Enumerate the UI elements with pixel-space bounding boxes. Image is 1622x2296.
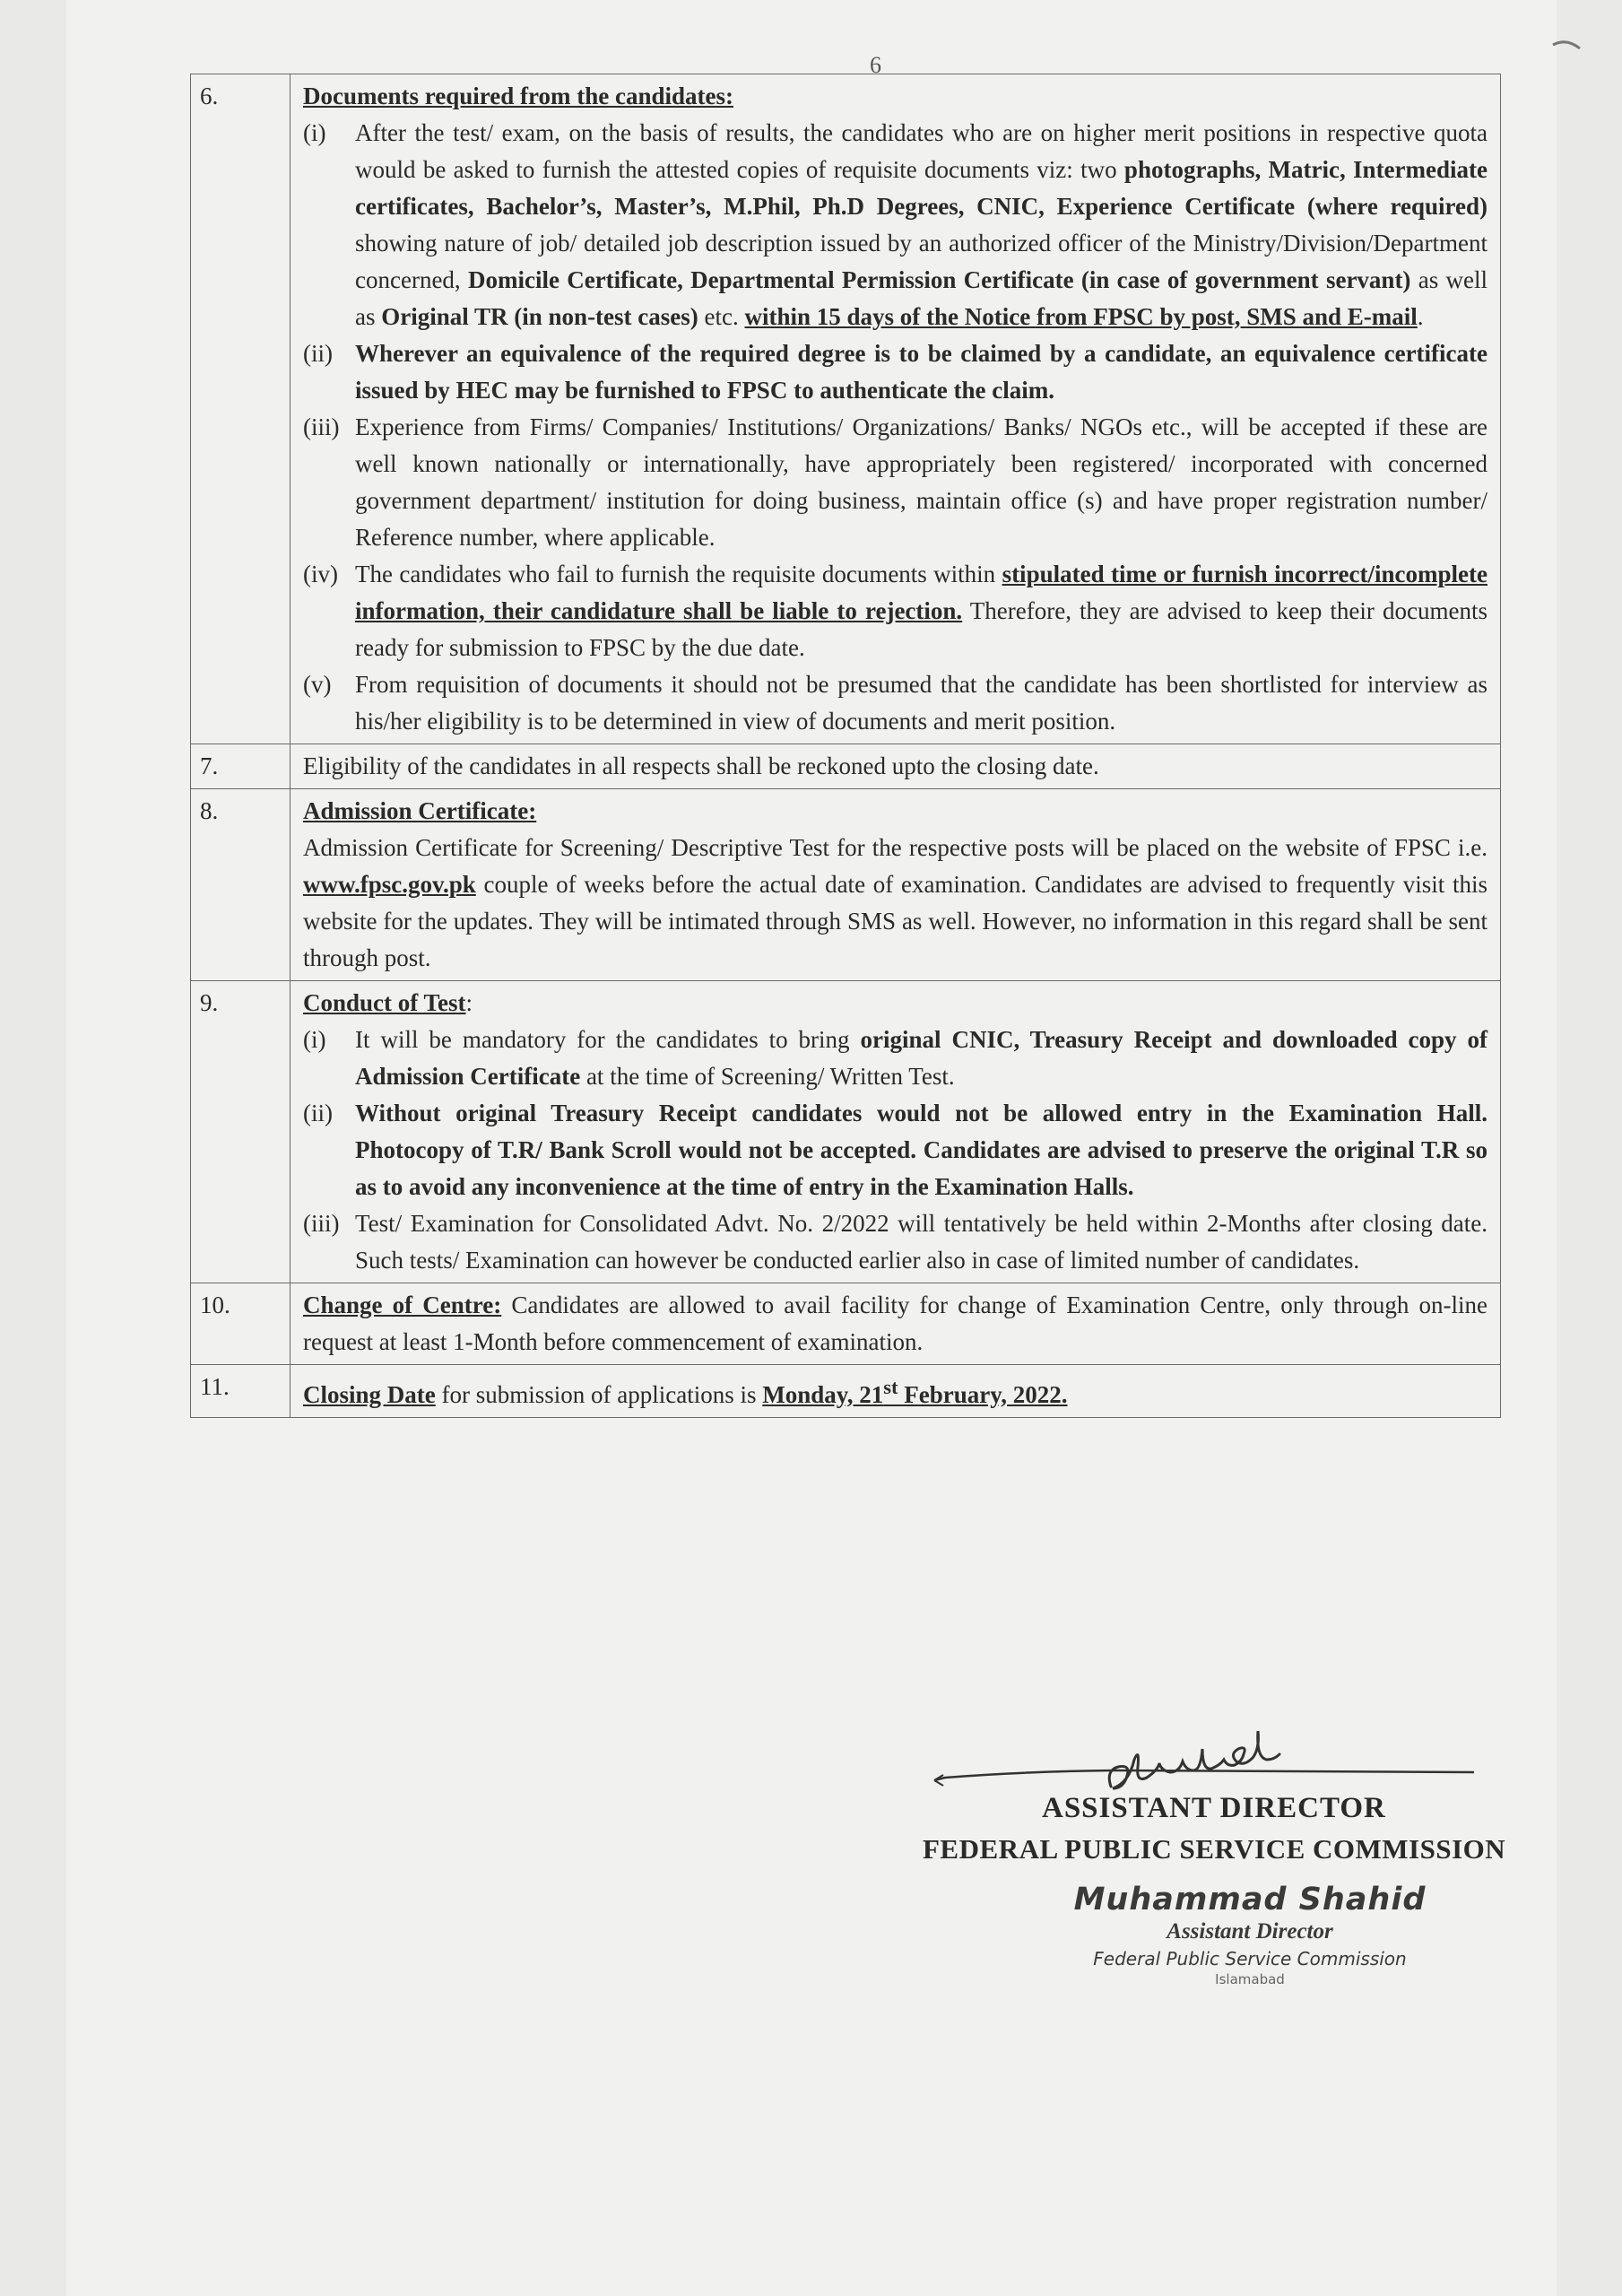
- list-item: (ii) Without original Treasury Receipt candidates would not be allowed entry in the Examination Hall. Photocopy of T.R/ Bank Scroll would not be accepted. Candidates are advised to preserve the original T.R so as to avoid any inconvenience at the time of entry in the Examination Halls.: [303, 1100, 1488, 1200]
- signatory-title: ASSISTANT DIRECTOR: [1042, 1792, 1386, 1824]
- stamp-name: Muhammad Shahid: [1073, 1882, 1427, 1918]
- official-stamp: [1062, 1882, 1438, 1987]
- conduct-of-test-section: Conduct of Test: (i) It will be mandatory for the candidates to bring original CNIC, Treasury Receipt and downloaded copy of Admission Certificate at the time of Screening/ Written Test. (ii) Without original Treasury Receipt candidates would not be allowed entry in the Examination Hall. Photocopy of T.R/ Bank Scroll would not be accepted. Candidates are advised to preserve the original T.R so as to avoid any inconvenience at the time of entry in the Examination Halls. (iii) Test/ Examination for Consolidated Advt. No. 2/2022 will tentatively be held within 2-Months after closing date. Such tests/ Examination can however be conducted earlier also in case of limited number of candidates.: [291, 981, 1501, 1283]
- row-number: 7.: [191, 744, 291, 789]
- list-item: (iv) The candidates who fail to furnish the requisite documents within stipulated time or furnish incorrect/incomplete information, their candidature shall be liable to rejection. Therefore, they are advised to keep their documents ready for submission to FPSC by the due date.: [303, 561, 1488, 661]
- fpsc-website-link[interactable]: www.fpsc.gov.pk: [303, 871, 476, 898]
- change-of-centre-section: Change of Centre: Candidates are allowed to avail facility for change of Examination Centre, only through on-line request at least 1-Month before commencement of examination.: [291, 1283, 1501, 1365]
- row-number: 9.: [191, 981, 291, 1283]
- list-item: (i) It will be mandatory for the candidates to bring original CNIC, Treasury Receipt and downloaded copy of Admission Certificate at the time of Screening/ Written Test.: [303, 1026, 1488, 1090]
- row-number: 6.: [191, 74, 291, 744]
- list-item: (iii) Test/ Examination for Consolidated Advt. No. 2/2022 will tentatively be held within 2-Months after closing date. Such tests/ Examination can however be conducted earlier also in case of limited number of candidates.: [303, 1210, 1488, 1274]
- table-row: [191, 789, 1501, 981]
- list-item: (iii) Experience from Firms/ Companies/ Institutions/ Organizations/ Banks/ NGOs etc., will be accepted if these are well known nationally or internationally, have appropriately been registered/ incorporated with concerned government department/ institution for doing business, maintain office (s) and have proper registration number/ Reference number, where applicable.: [303, 413, 1488, 551]
- section-heading: Admission Certificate:: [303, 797, 537, 824]
- documents-required-section: [291, 74, 1501, 744]
- table-row: [191, 744, 1501, 789]
- table-row: [191, 74, 1501, 744]
- section-heading: Conduct of Test: [303, 989, 466, 1016]
- list-item: (i) After the test/ exam, on the basis of results, the candidates who are on higher merit positions in respective quota would be asked to furnish the attested copies of requisite documents viz: two photographs, Matric, Intermediate certificates, Bachelor’s, Master’s, M.Phil, Ph.D Degrees, CNIC, Experience Certificate (where required) showing nature of job/ detailed job description issued by an authorized officer of the Ministry/Division/Department concerned, Domicile Certificate, Departmental Permission Certificate (in case of government servant) as well as Original TR (in non-test cases) etc. within 15 days of the Notice from FPSC by post, SMS and E-mail.: [303, 119, 1488, 330]
- organization-name: FEDERAL PUBLIC SERVICE COMMISSION: [923, 1833, 1506, 1865]
- eligibility-section: Eligibility of the candidates in all respects shall be reckoned upto the closing date.: [291, 744, 1501, 789]
- row-number: 11.: [191, 1365, 291, 1418]
- stamp-city: Islamabad: [1215, 1971, 1285, 1987]
- table-row: [191, 1283, 1501, 1365]
- section-heading: Documents required from the candidates:: [303, 83, 733, 109]
- instructions-table: [190, 74, 1501, 1418]
- page-number: 6: [870, 52, 881, 78]
- page-corner-mark: [1546, 27, 1600, 63]
- closing-date: Monday, 21st February, 2022.: [762, 1376, 1068, 1408]
- list-item: (ii) Wherever an equivalence of the required degree is to be claimed by a candidate, an equivalence certificate issued by HEC may be furnished to FPSC to authenticate the claim.: [303, 340, 1488, 404]
- admission-certificate-section: Admission Certificate: Admission Certificate for Screening/ Descriptive Test for the respective posts will be placed on the website of FPSC i.e. www.fpsc.gov.pk couple of weeks before the actual date of examination. Candidates are advised to frequently visit this website for the updates. They will be intimated through SMS as well. However, no information in this regard shall be sent through post.: [291, 789, 1501, 981]
- closing-date-section: Closing Date for submission of applications is Monday, 21st February, 2022.: [291, 1365, 1501, 1418]
- document-page: [66, 0, 1557, 2296]
- list-item: (v) From requisition of documents it should not be presumed that the candidate has been shortlisted for interview as his/her eligibility is to be determined in view of documents and merit position.: [303, 671, 1488, 735]
- row-number: 10.: [191, 1283, 291, 1365]
- table-row: [191, 1365, 1501, 1418]
- stamp-designation: Assistant Director: [1167, 1919, 1333, 1944]
- row-number: 8.: [191, 789, 291, 981]
- stamp-office: Federal Public Service Commission: [1093, 1948, 1407, 1970]
- table-row: [191, 981, 1501, 1283]
